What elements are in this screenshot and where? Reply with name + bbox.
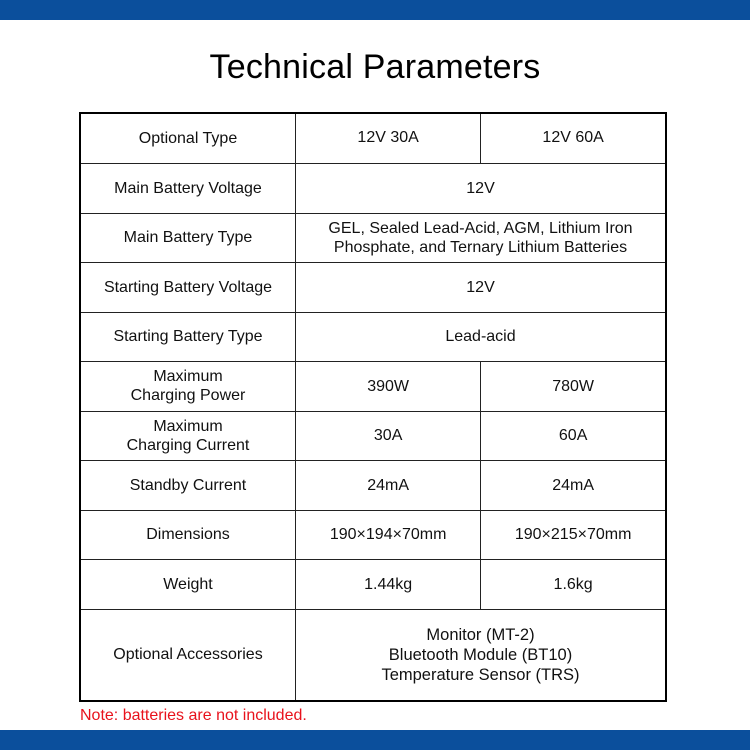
table-row-main-battery-type	[80, 213, 666, 262]
cell-value: 24mA	[481, 460, 666, 510]
cell-value: 12V	[296, 163, 667, 213]
row-label: Weight	[80, 559, 296, 609]
cell-accessories	[296, 609, 667, 701]
cell-value: 780W	[481, 361, 666, 411]
table-row-max-charging-power	[80, 361, 666, 411]
row-label: Main Battery Type	[80, 213, 296, 262]
table-row-dimensions	[80, 510, 666, 559]
cell-value: 12V	[296, 262, 667, 312]
table-row-starting-battery-type	[80, 312, 666, 361]
row-label: Optional Accessories	[80, 609, 296, 701]
cell-12v60a: 12V 60A	[481, 113, 666, 163]
row-label: Optional Type	[80, 113, 296, 163]
row-label: Dimensions	[80, 510, 296, 559]
cell-value: 390W	[296, 361, 481, 411]
cell-value: Lead-acid	[296, 312, 667, 361]
table-row-starting-battery-voltage	[80, 262, 666, 312]
table-row-weight	[80, 559, 666, 609]
bottom-accent-band	[0, 730, 750, 750]
cell-value: GEL, Sealed Lead-Acid, AGM, Lithium Iron Phosphate, and Ternary Lithium Batteries	[296, 213, 667, 262]
cell-value: 30A	[296, 411, 481, 460]
row-label: Standby Current	[80, 460, 296, 510]
row-label	[80, 411, 296, 460]
accessory-item: Temperature Sensor (TRS)	[381, 665, 580, 684]
cell-value: 190×194×70mm	[296, 510, 481, 559]
table-row-main-battery-voltage	[80, 163, 666, 213]
row-label: Starting Battery Voltage	[80, 262, 296, 312]
label-line: Maximum	[153, 417, 223, 435]
accessory-item: Bluetooth Module (BT10)	[388, 645, 573, 664]
cell-value: 1.44kg	[296, 559, 481, 609]
label-line: Maximum	[153, 368, 223, 385]
cell-12v30a: 12V 30A	[296, 113, 481, 163]
table-row-standby-current	[80, 460, 666, 510]
table-row-max-charging-current	[80, 411, 666, 460]
page-title: Technical Parameters	[209, 48, 541, 86]
cell-value: 1.6kg	[481, 559, 666, 609]
label-line: Charging Power	[130, 387, 246, 404]
label-line: Charging Current	[126, 436, 250, 454]
table-row-optional-type	[80, 113, 666, 163]
top-accent-band	[0, 0, 750, 20]
row-label	[80, 361, 296, 411]
table-row-optional-accessories	[80, 609, 666, 701]
batteries-note: Note: batteries are not included.	[80, 707, 307, 724]
accessory-item: Monitor (MT-2)	[426, 625, 535, 644]
cell-value: 190×215×70mm	[481, 510, 666, 559]
row-label: Starting Battery Type	[80, 312, 296, 361]
technical-parameters-table	[79, 112, 667, 702]
row-label: Main Battery Voltage	[80, 163, 296, 213]
cell-value: 24mA	[296, 460, 481, 510]
cell-value: 60A	[481, 411, 666, 460]
